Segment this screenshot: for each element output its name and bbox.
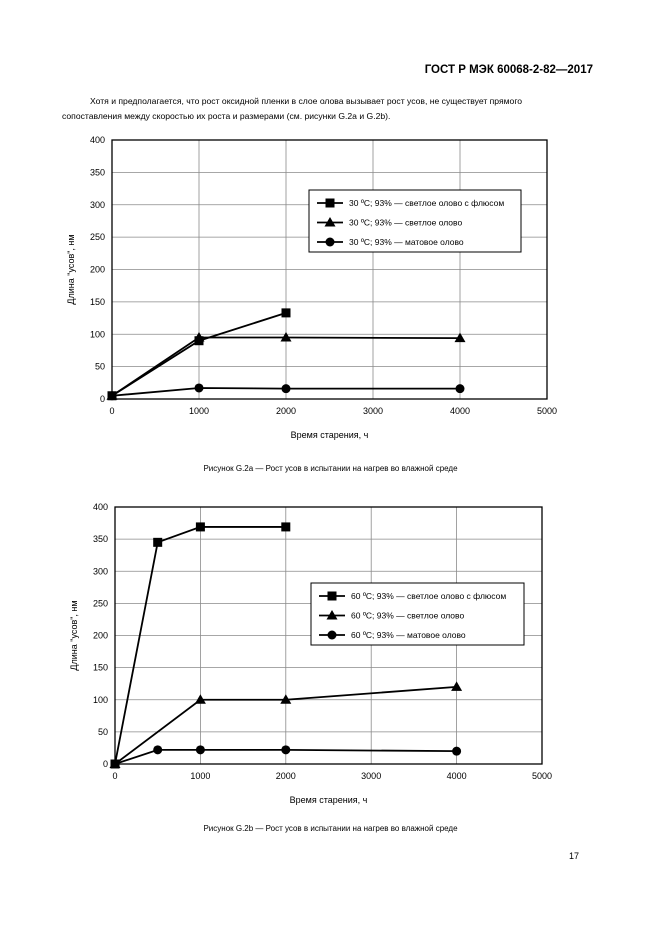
chart0-circle-point — [195, 383, 204, 392]
chart1-x-tick-label: 1000 — [190, 771, 211, 781]
chart1-legend-label: 60 ºС; 93% — матовое олово — [351, 630, 466, 640]
chart1-circle-point — [111, 760, 120, 769]
chart1-circle-point — [153, 745, 162, 754]
figure-g2b-chart — [0, 495, 661, 810]
chart1-y-axis-label: Длина "усов", нм — [69, 600, 79, 671]
chart1-legend-square-marker — [328, 592, 337, 601]
chart1-square-point — [153, 538, 162, 547]
chart0-x-axis-label: Время старения, ч — [290, 430, 369, 440]
chart0-legend-circle-marker — [326, 238, 335, 247]
chart1-x-axis-label: Время старения, ч — [289, 795, 368, 805]
chart1-x-tick-label: 5000 — [531, 771, 553, 781]
figure-g2b-caption: Рисунок G.2b — Рост усов в испытании на нагрев во влажной среде — [203, 824, 458, 833]
chart1-square-point — [281, 522, 290, 531]
chart0-circle-point — [456, 384, 465, 393]
document-header: ГОСТ Р МЭК 60068-2-82—2017 — [424, 64, 593, 76]
chart0-legend-label: 30 ºС; 93% — светлое олово — [349, 217, 463, 228]
chart1-x-tick-label: 3000 — [361, 771, 382, 781]
figure-g2a-chart — [0, 128, 661, 448]
chart0-x-tick-label: 5000 — [536, 406, 558, 416]
chart1-circle-point — [452, 747, 461, 756]
chart1-y-tick-label: 400 — [92, 502, 108, 512]
chart1-y-tick-label: 200 — [92, 630, 108, 641]
chart1-x-tick-label: 2000 — [275, 771, 296, 781]
page-number: 17 — [568, 851, 579, 861]
chart1-y-tick-label: 50 — [97, 726, 108, 737]
chart1-triangle-point — [451, 681, 462, 691]
chart0-y-tick-label: 400 — [89, 135, 105, 145]
chart0-x-tick-label: 2000 — [275, 406, 297, 416]
intro-line-2: сопоставления между скоростью их роста и размерами (см. рисунки G.2a и G.2b). — [62, 111, 391, 121]
chart0-x-tick-label: 0 — [109, 406, 115, 416]
chart0-y-tick-label: 200 — [89, 264, 105, 275]
chart1-y-tick-label: 350 — [92, 534, 108, 545]
chart0-y-tick-label: 300 — [89, 199, 105, 210]
chart1-y-tick-label: 100 — [92, 694, 108, 705]
chart1-y-tick-label: 300 — [92, 566, 108, 577]
chart0-legend-label: 30 ºС; 93% — матовое олово — [349, 237, 464, 247]
chart1-y-tick-label: 250 — [92, 598, 108, 609]
chart0-legend-square-marker — [326, 199, 335, 208]
chart0-x-tick-label: 4000 — [449, 406, 471, 416]
chart1-square-point — [196, 522, 205, 531]
chart1-y-tick-label: 150 — [92, 662, 108, 673]
chart0-y-tick-label: 350 — [89, 167, 105, 178]
intro-paragraph — [62, 94, 592, 124]
intro-line-1: Хотя и предполагается, что рост оксидной пленки в слое олова вызывает рост усов, не существует прямого — [90, 96, 523, 106]
chart1-x-tick-label: 0 — [112, 771, 118, 781]
chart0-circle-point — [108, 391, 117, 400]
chart1-y-tick-label: 0 — [102, 759, 108, 769]
chart0-x-tick-label: 3000 — [362, 406, 384, 416]
chart0-y-axis-label: Длина "усов", нм — [66, 234, 76, 305]
chart0-circle-point — [282, 384, 291, 393]
chart0-square-point — [282, 308, 291, 317]
chart1-circle-point — [281, 745, 290, 754]
chart0-legend-label: 30 ºС; 93% — светлое олово с флюсом — [349, 198, 505, 208]
chart0-x-tick-label: 1000 — [188, 406, 210, 416]
chart0-y-tick-label: 50 — [94, 361, 105, 372]
chart1-legend-label: 60 ºС; 93% — светлое олово — [351, 610, 465, 621]
chart0-y-tick-label: 150 — [89, 296, 105, 307]
chart1-legend-label: 60 ºС; 93% — светлое олово с флюсом — [351, 591, 507, 601]
chart1-legend-circle-marker — [328, 631, 337, 640]
chart1-x-tick-label: 4000 — [446, 771, 467, 781]
chart0-y-tick-label: 250 — [89, 232, 105, 243]
figure-g2a-caption: Рисунок G.2a — Рост усов в испытании на нагрев во влажной среде — [203, 464, 458, 473]
chart1-circle-point — [196, 745, 205, 754]
chart0-y-tick-label: 100 — [89, 329, 105, 340]
chart0-y-tick-label: 0 — [99, 394, 105, 404]
